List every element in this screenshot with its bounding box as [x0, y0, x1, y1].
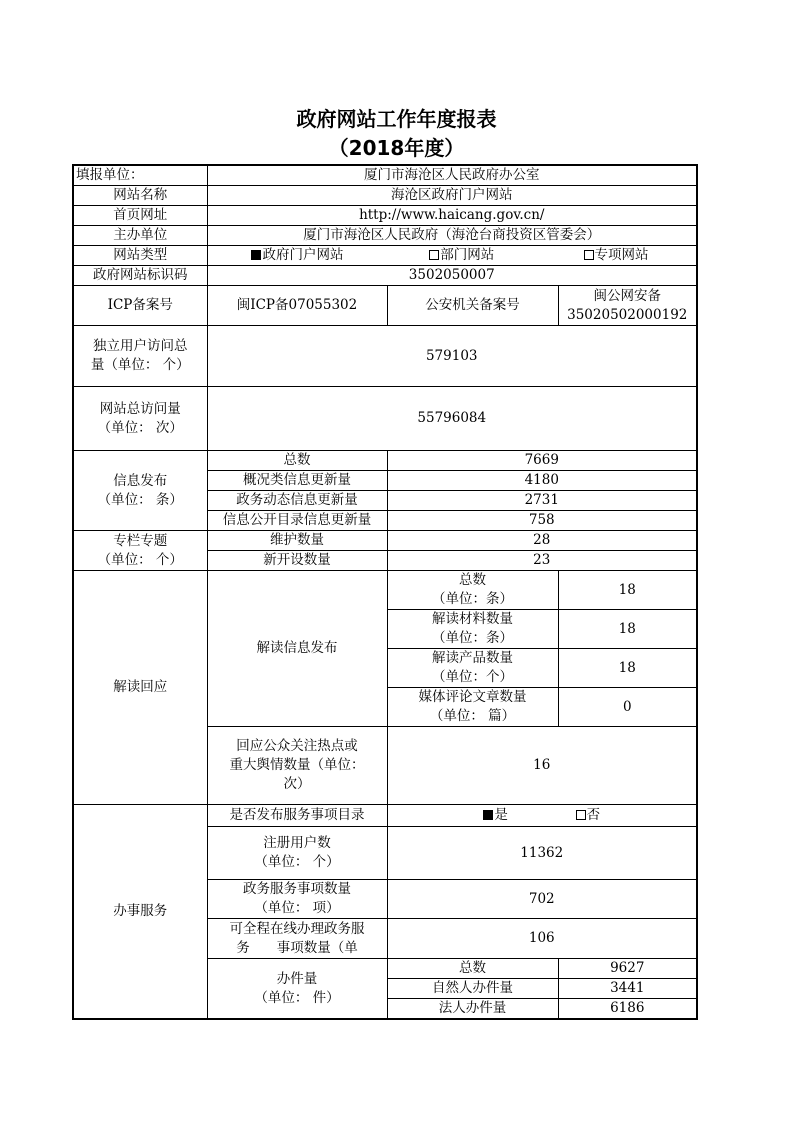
- column-topic-label: 专栏专题 （单位： 个）: [73, 531, 207, 571]
- cases-row-label: 总数: [387, 959, 558, 979]
- service-items-value: 702: [387, 880, 697, 919]
- site-type-options: [207, 246, 697, 266]
- cases-row-label: 自然人办件量: [387, 979, 558, 999]
- site-id-value: 3502050007: [207, 266, 697, 286]
- registered-users-label: 注册用户数 （单位： 个）: [207, 827, 387, 880]
- cases-row-label: 法人办件量: [387, 999, 558, 1020]
- online-items-value: 106: [387, 919, 697, 959]
- cases-row-value: 9627: [558, 959, 697, 979]
- interpret-row-value: 18: [558, 610, 697, 649]
- info-row-label: 概况类信息更新量: [207, 471, 387, 491]
- response-label: 回应公众关注热点或 重大舆情数量（单位： 次）: [207, 727, 387, 805]
- icp-label: ICP备案号: [73, 286, 207, 326]
- site-name-value: 海沧区政府门户网站: [207, 186, 697, 206]
- filler-label: 填报单位：: [73, 165, 207, 186]
- interpret-label: 解读回应: [73, 571, 207, 805]
- column-row-label: 维护数量: [207, 531, 387, 551]
- site-type-option-department[interactable]: 部门网站: [387, 246, 537, 265]
- cases-row-value: 6186: [558, 999, 697, 1020]
- total-visits-label: 网站总访问量 （单位： 次）: [73, 387, 207, 451]
- response-value: 16: [387, 727, 697, 805]
- interpret-row-label: 解读材料数量 （单位：条）: [387, 610, 558, 649]
- interpret-row-value: 18: [558, 649, 697, 688]
- site-type-option-special[interactable]: 专项网站: [541, 246, 691, 265]
- info-row-label: 信息公开目录信息更新量: [207, 511, 387, 531]
- info-row-value: 7669: [387, 451, 697, 471]
- report-subtitle: （2018年度）: [328, 136, 465, 160]
- service-label: 办事服务: [73, 805, 207, 1020]
- service-catalog-option-yes[interactable]: 是: [483, 806, 571, 825]
- total-visits-value: 55796084: [207, 387, 697, 451]
- unique-visitors-value: 579103: [207, 326, 697, 387]
- checkbox-empty-icon: [576, 810, 586, 820]
- police-value: 闽公网安备 35020502000192: [558, 286, 697, 326]
- info-row-label: 政务动态信息更新量: [207, 491, 387, 511]
- cases-row-value: 3441: [558, 979, 697, 999]
- report-table: [72, 164, 698, 1020]
- column-row-label: 新开设数量: [207, 551, 387, 571]
- interpret-row-label: 媒体评论文章数量 （单位： 篇）: [387, 688, 558, 727]
- info-row-label: 总数: [207, 451, 387, 471]
- service-catalog-option-no[interactable]: 否: [576, 806, 601, 825]
- interpret-row-label: 解读产品数量 （单位：个）: [387, 649, 558, 688]
- info-release-label: 信息发布 （单位： 条）: [73, 451, 207, 531]
- info-row-value: 758: [387, 511, 697, 531]
- site-name-label: 网站名称: [73, 186, 207, 206]
- report-title: 政府网站工作年度报表: [296, 107, 497, 131]
- filler-value: 厦门市海沧区人民政府办公室: [207, 165, 697, 186]
- column-row-value: 23: [387, 551, 697, 571]
- interpret-row-value: 0: [558, 688, 697, 727]
- interpret-row-value: 18: [558, 571, 697, 610]
- homepage-value: http://www.haicang.gov.cn/: [207, 206, 697, 226]
- interpret-row-label: 总数 （单位：条）: [387, 571, 558, 610]
- sponsor-label: 主办单位: [73, 226, 207, 246]
- unique-visitors-label: 独立用户访问总 量（单位： 个）: [73, 326, 207, 387]
- checkbox-empty-icon: [584, 250, 594, 260]
- registered-users-value: 11362: [387, 827, 697, 880]
- service-items-label: 政务服务事项数量 （单位： 项）: [207, 880, 387, 919]
- homepage-label: 首页网址: [73, 206, 207, 226]
- site-id-label: 政府网站标识码: [73, 266, 207, 286]
- sponsor-value: 厦门市海沧区人民政府（海沧台商投资区管委会）: [207, 226, 697, 246]
- service-catalog-label: 是否发布服务事项目录: [207, 805, 387, 827]
- column-row-value: 28: [387, 531, 697, 551]
- checkbox-empty-icon: [429, 250, 439, 260]
- cases-label: 办件量 （单位： 件）: [207, 959, 387, 1020]
- checkbox-checked-icon: [483, 810, 493, 820]
- info-row-value: 4180: [387, 471, 697, 491]
- service-catalog-options: [387, 805, 697, 827]
- interpret-release-label: 解读信息发布: [207, 571, 387, 727]
- info-row-value: 2731: [387, 491, 697, 511]
- online-items-label: 可全程在线办理政务服 务 事项数量（单: [207, 919, 387, 959]
- site-type-option-portal[interactable]: 政府门户网站: [212, 246, 382, 265]
- icp-value: 闽ICP备07055302: [207, 286, 387, 326]
- police-label: 公安机关备案号: [387, 286, 558, 326]
- site-type-label: 网站类型: [73, 246, 207, 266]
- checkbox-checked-icon: [251, 250, 261, 260]
